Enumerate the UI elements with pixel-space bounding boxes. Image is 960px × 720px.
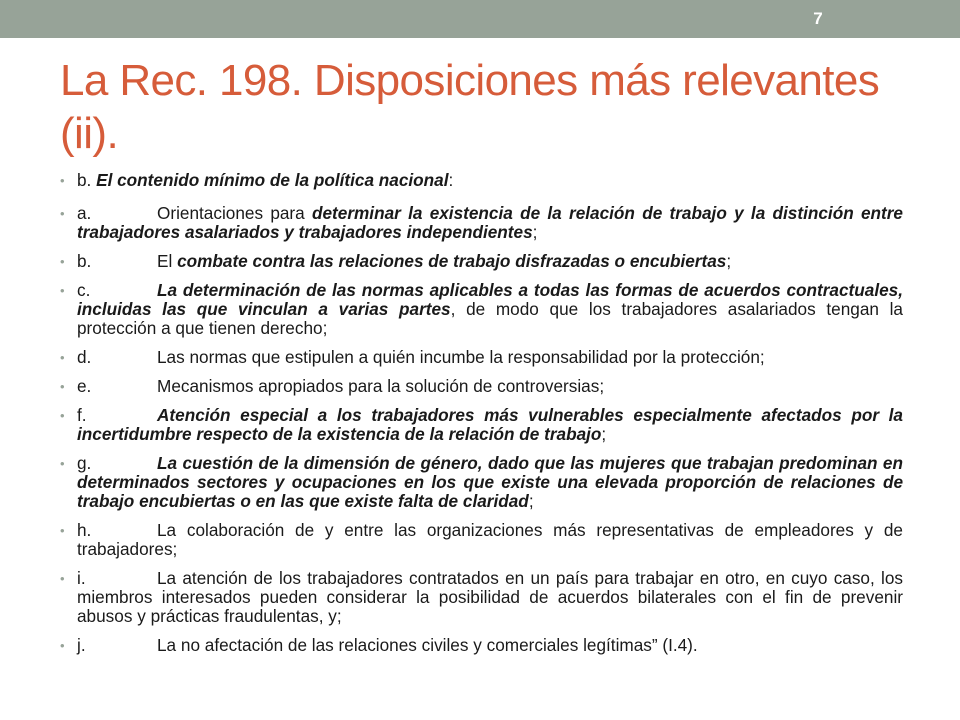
list-item-f xyxy=(60,406,903,444)
bullet-list xyxy=(60,171,903,655)
list-item-b xyxy=(60,252,903,271)
intro-emphasis: El contenido mínimo de la política nacional xyxy=(96,170,449,190)
item-marker: d. xyxy=(77,347,92,367)
item-text: Las normas que estipulen a quién incumbe la responsabilidad por la protección; xyxy=(157,347,765,367)
item-marker: h. xyxy=(77,520,92,540)
item-emphasis: Atención especial a los trabajadores más vulnerables especialmente afectados por la incertidumbre respecto de la existencia de la relación de trabajo xyxy=(77,405,903,444)
item-text: Orientaciones para xyxy=(157,203,312,223)
list-item-i xyxy=(60,569,903,626)
item-marker: c. xyxy=(77,280,91,300)
top-bar xyxy=(0,0,960,38)
item-text-end: ; xyxy=(601,424,607,444)
item-text: La no afectación de las relaciones civiles y comerciales legítimas” (I.4). xyxy=(157,635,698,655)
item-marker: g. xyxy=(77,453,92,473)
list-item-h xyxy=(60,521,903,559)
item-marker: f. xyxy=(77,405,87,425)
item-marker: a. xyxy=(77,203,92,223)
item-emphasis: La determinación de las normas aplicables a todas las formas de acuerdos contractuales, incluidas las que vinculan a varias partes xyxy=(77,280,903,319)
item-text-end: ; xyxy=(726,251,732,271)
item-marker: b. xyxy=(77,251,92,271)
page-number: 7 xyxy=(813,9,823,28)
item-marker: i. xyxy=(77,568,86,588)
list-item-a xyxy=(60,204,903,242)
item-emphasis: determinar la existencia de la relación de trabajo y la distinción entre trabajadores asalariados y trabajadores independientes xyxy=(77,203,903,242)
item-text: La colaboración de y entre las organizaciones más representativas de empleadores y de trabajadores; xyxy=(77,520,903,559)
item-text: La atención de los trabajadores contratados en un país para trabajar en otro, en cuyo caso, los miembros interesados pueden considerar la posibilidad de acuerdos bilaterales con el fin de prevenir abusos y prácticas fraudulentas, y; xyxy=(77,568,903,626)
list-item-e xyxy=(60,377,903,396)
list-item-c xyxy=(60,281,903,338)
list-item-g xyxy=(60,454,903,511)
item-marker: e. xyxy=(77,376,92,396)
list-item-d xyxy=(60,348,903,367)
intro-suffix: : xyxy=(448,170,454,190)
item-text-end: ; xyxy=(528,491,534,511)
item-emphasis: La cuestión de la dimensión de género, dado que las mujeres que trabajan predominan en determinados sectores y ocupaciones en los que existe una elevada proporción de relaciones de trabajo encubiertas o en las que existe falta de claridad xyxy=(77,453,903,511)
slide-title: La Rec. 198. Disposiciones más relevantes (ii). xyxy=(60,56,880,158)
item-text: Mecanismos apropiados para la solución de controversias; xyxy=(157,376,605,396)
item-marker: j. xyxy=(77,635,86,655)
item-text-end: ; xyxy=(532,222,538,242)
item-text-end: , de modo que los trabajadores asalariados tengan la protección a que tienen derecho; xyxy=(77,299,903,338)
item-text: El xyxy=(157,251,178,271)
item-emphasis: combate contra las relaciones de trabajo disfrazadas o encubiertas xyxy=(177,251,727,271)
list-item-j xyxy=(60,636,903,655)
intro-item xyxy=(60,171,903,190)
intro-prefix: b. xyxy=(77,170,97,190)
